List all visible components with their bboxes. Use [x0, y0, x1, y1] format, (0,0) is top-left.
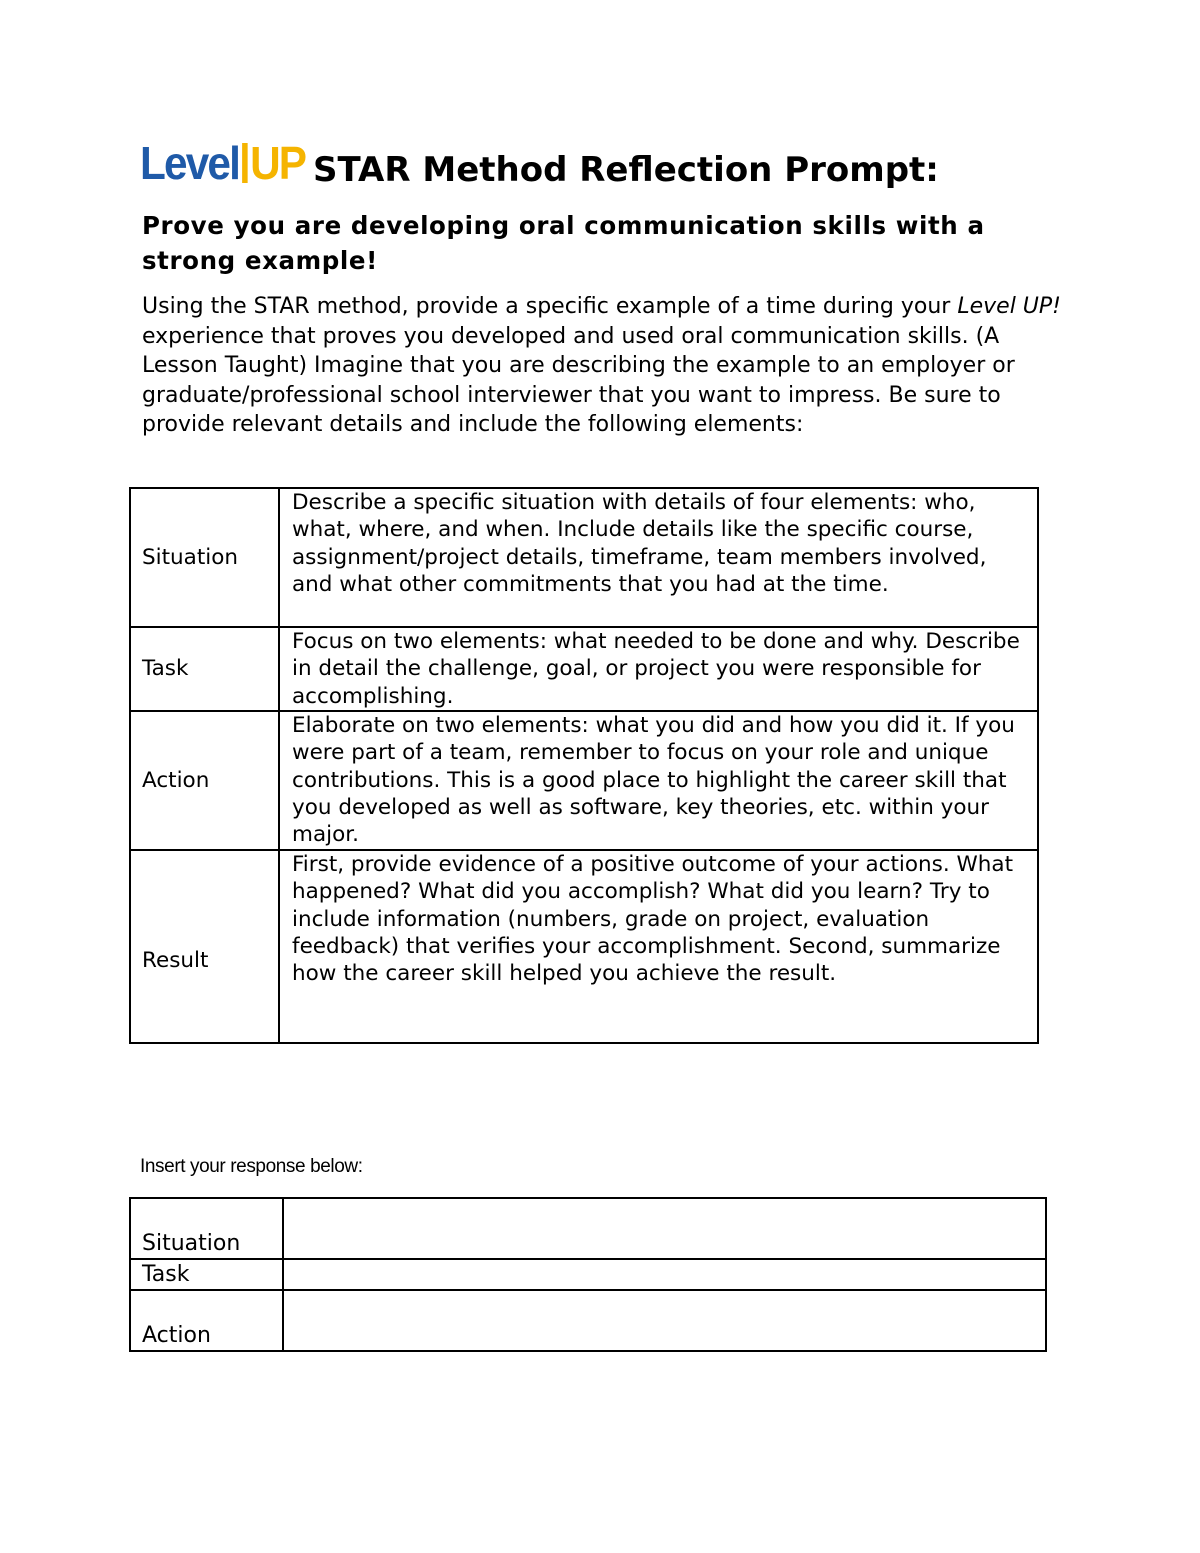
prompt-row-situation	[130, 488, 1038, 627]
logo-up-text: UP	[250, 137, 306, 189]
response-row-task	[130, 1259, 1046, 1290]
intro-program-name: Level UP!	[957, 294, 1061, 319]
prompt-text-result: First, provide evidence of a positive outcome of your actions. What happened? What did you accomplish? What did you learn? Try to include information (numbers, grade on project, evaluation feedback) that verifies your accomplishment. Second, summarize how the career skill helped you achieve the result.	[279, 850, 1038, 1043]
response-table	[129, 1197, 1047, 1352]
prompt-row-task	[130, 627, 1038, 711]
response-row-action	[130, 1290, 1046, 1351]
star-prompt-table	[129, 487, 1039, 1044]
intro-paragraph	[142, 292, 1072, 440]
prompt-label-result: Result	[130, 850, 279, 1043]
response-field-action[interactable]	[283, 1290, 1046, 1351]
prompt-row-result	[130, 850, 1038, 1043]
prompt-label-action: Action	[130, 711, 279, 850]
prompt-row-action	[130, 711, 1038, 850]
intro-text-start: Using the STAR method, provide a specific example of a time during your	[142, 294, 951, 319]
response-label-task: Task	[130, 1259, 283, 1290]
response-row-situation	[130, 1198, 1046, 1259]
levelup-logo	[140, 137, 306, 189]
prompt-label-task: Task	[130, 627, 279, 711]
response-field-situation[interactable]	[283, 1198, 1046, 1259]
prompt-text-situation: Describe a specific situation with details of four elements: who, what, where, and when. Include details like the specific course, assignment/project details, timeframe, team members involved, and what other commitments that you had at the time.	[279, 488, 1038, 627]
prompt-text-action: Elaborate on two elements: what you did and how you did it. If you were part of a team, remember to focus on your role and unique contributions. This is a good place to highlight the career skill that you developed as well as software, key theories, etc. within your major.	[279, 711, 1038, 850]
prompt-text-task: Focus on two elements: what needed to be done and why. Describe in detail the challenge, goal, or project you were responsible for accomplishing.	[279, 627, 1038, 711]
logo-level-text: Level	[140, 137, 240, 189]
logo-separator	[242, 143, 248, 183]
intro-text-end: experience that proves you developed and used oral communication skills. (A Lesson Taught) Imagine that you are describing the example to an employer or graduate/professional school interviewer that you want to impress. Be sure to provide relevant details and include the following elements:	[142, 323, 1015, 438]
prompt-label-situation: Situation	[130, 488, 279, 627]
response-field-task[interactable]	[283, 1259, 1046, 1290]
response-instruction: Insert your response below:	[140, 1156, 363, 1177]
response-label-situation: Situation	[130, 1198, 283, 1259]
response-label-action: Action	[130, 1290, 283, 1351]
page-title: STAR Method Reflection Prompt:	[313, 150, 939, 190]
page-subtitle: Prove you are developing oral communication skills with a strong example!	[142, 211, 985, 275]
